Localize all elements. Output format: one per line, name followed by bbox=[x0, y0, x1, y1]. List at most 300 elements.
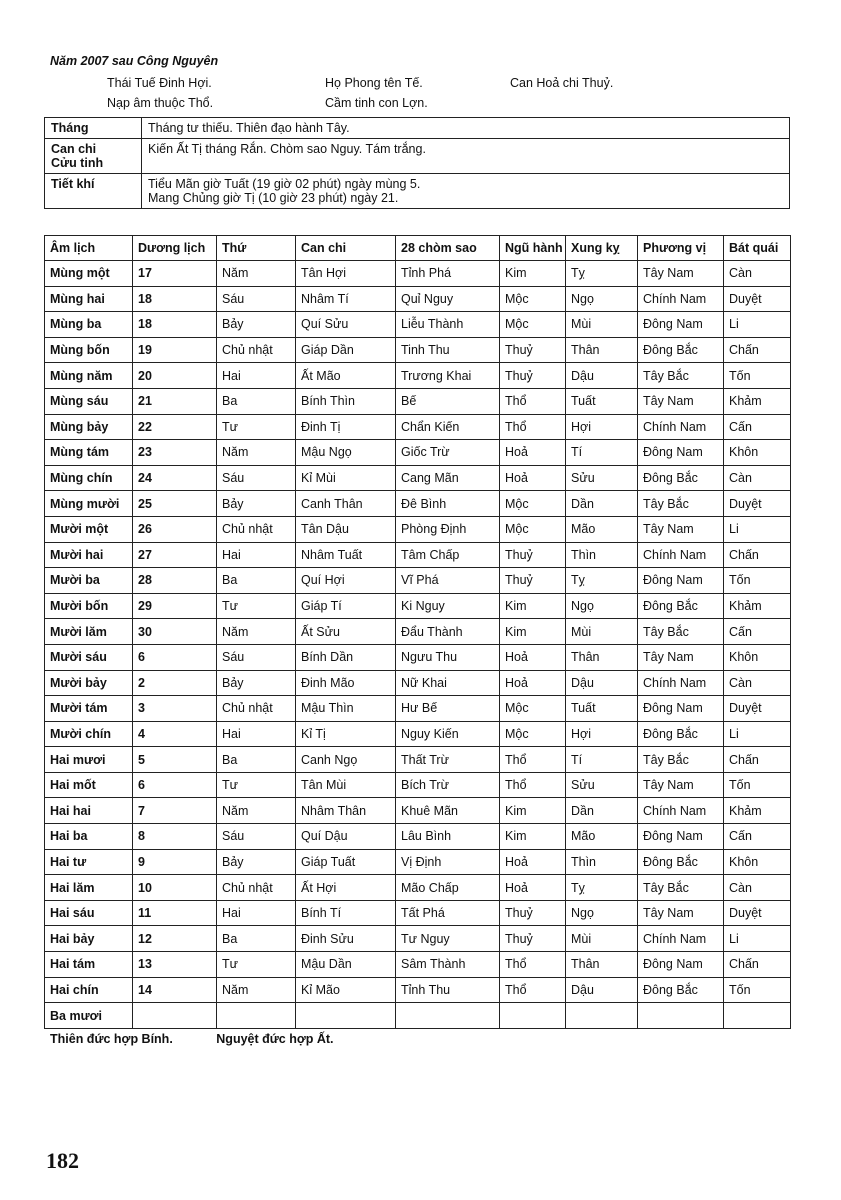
table-cell: Nhâm Tí bbox=[296, 286, 396, 312]
table-cell: Tuất bbox=[566, 388, 638, 414]
table-cell: Giốc Trừ bbox=[396, 440, 500, 466]
table-cell: Thổ bbox=[500, 952, 566, 978]
table-cell: Thổ bbox=[500, 772, 566, 798]
table-cell: Hai bbox=[217, 900, 296, 926]
table-cell: Chính Nam bbox=[638, 798, 724, 824]
table-cell: Sửu bbox=[566, 772, 638, 798]
column-header: Âm lịch bbox=[45, 236, 133, 261]
table-cell: Thân bbox=[566, 952, 638, 978]
table-cell: Giáp Dần bbox=[296, 337, 396, 363]
table-cell: Dậu bbox=[566, 670, 638, 696]
table-cell: Sáu bbox=[217, 644, 296, 670]
table-row bbox=[45, 414, 791, 440]
table-cell: Mùi bbox=[566, 619, 638, 645]
table-cell: Tây Bắc bbox=[638, 875, 724, 901]
table-cell bbox=[566, 1003, 638, 1029]
table-cell: 17 bbox=[133, 261, 217, 287]
table-cell: Cang Mãn bbox=[396, 465, 500, 491]
table-cell: Chính Nam bbox=[638, 414, 724, 440]
table-cell: Ất Hợi bbox=[296, 875, 396, 901]
table-cell: 11 bbox=[133, 900, 217, 926]
table-cell: Bích Trừ bbox=[396, 772, 500, 798]
table-cell: Mùng một bbox=[45, 261, 133, 287]
table-cell: Chủ nhật bbox=[217, 516, 296, 542]
table-row bbox=[45, 312, 791, 338]
table-row bbox=[45, 286, 791, 312]
table-cell: Thổ bbox=[500, 414, 566, 440]
table-cell: Hai ba bbox=[45, 824, 133, 850]
table-cell: 18 bbox=[133, 286, 217, 312]
lunar-calendar-table bbox=[44, 235, 791, 1029]
table-cell: Chẩn Kiến bbox=[396, 414, 500, 440]
table-cell: Đông Nam bbox=[638, 568, 724, 594]
table-cell: Bảy bbox=[217, 312, 296, 338]
table-cell: Kim bbox=[500, 593, 566, 619]
table-cell: Hợi bbox=[566, 414, 638, 440]
table-cell: 13 bbox=[133, 952, 217, 978]
table-cell: Năm bbox=[217, 261, 296, 287]
table-cell: Giáp Tuất bbox=[296, 849, 396, 875]
table-cell: Thuỷ bbox=[500, 926, 566, 952]
table-cell: Hoả bbox=[500, 644, 566, 670]
info-label-canchi: Can chi bbox=[51, 142, 97, 156]
table-cell: Giáp Tí bbox=[296, 593, 396, 619]
column-header: Bát quái bbox=[724, 236, 791, 261]
table-cell: 18 bbox=[133, 312, 217, 338]
table-cell: Mùi bbox=[566, 926, 638, 952]
table-header-row bbox=[45, 236, 791, 261]
table-cell: Đẩu Thành bbox=[396, 619, 500, 645]
table-cell: Đông Bắc bbox=[638, 977, 724, 1003]
table-cell: Dậu bbox=[566, 977, 638, 1003]
table-row bbox=[45, 644, 791, 670]
table-cell: Hợi bbox=[566, 721, 638, 747]
table-cell: Ba bbox=[217, 926, 296, 952]
table-cell: Tây Bắc bbox=[638, 747, 724, 773]
info-label-cuutinh: Cửu tinh bbox=[51, 156, 104, 170]
table-cell: Bính Dần bbox=[296, 644, 396, 670]
table-cell: Thuỷ bbox=[500, 363, 566, 389]
table-cell: Tân Dậu bbox=[296, 516, 396, 542]
header-ho-ten: Họ Phong tên Tế. bbox=[325, 76, 423, 90]
header-can-chi: Can Hoả chi Thuỷ. bbox=[510, 76, 614, 90]
table-cell: 29 bbox=[133, 593, 217, 619]
table-cell: 4 bbox=[133, 721, 217, 747]
info-label: Tháng bbox=[45, 118, 142, 139]
table-cell: Mùng tám bbox=[45, 440, 133, 466]
table-cell: Canh Ngọ bbox=[296, 747, 396, 773]
table-cell: Mười bốn bbox=[45, 593, 133, 619]
table-cell: Thổ bbox=[500, 388, 566, 414]
table-cell bbox=[296, 1003, 396, 1029]
table-cell: Tỉnh Phá bbox=[396, 261, 500, 287]
table-cell: Càn bbox=[724, 465, 791, 491]
table-cell: Cấn bbox=[724, 824, 791, 850]
column-header: Can chi bbox=[296, 236, 396, 261]
info-label bbox=[45, 139, 142, 174]
table-cell: Bính Thìn bbox=[296, 388, 396, 414]
table-cell: Mùng ba bbox=[45, 312, 133, 338]
table-cell: Mùng bốn bbox=[45, 337, 133, 363]
table-cell: Năm bbox=[217, 619, 296, 645]
table-cell: Hai tư bbox=[45, 849, 133, 875]
table-cell: Tâm Chấp bbox=[396, 542, 500, 568]
table-cell: Tốn bbox=[724, 363, 791, 389]
table-cell: Tây Bắc bbox=[638, 619, 724, 645]
table-cell: Mười hai bbox=[45, 542, 133, 568]
table-cell: Đông Bắc bbox=[638, 465, 724, 491]
table-cell: Ba bbox=[217, 388, 296, 414]
table-cell: Mùng chín bbox=[45, 465, 133, 491]
table-cell: Quí Sửu bbox=[296, 312, 396, 338]
table-cell: Tây Nam bbox=[638, 261, 724, 287]
table-cell: Đông Nam bbox=[638, 824, 724, 850]
table-cell: Thân bbox=[566, 337, 638, 363]
table-cell: Thìn bbox=[566, 542, 638, 568]
table-cell: 7 bbox=[133, 798, 217, 824]
table-row bbox=[45, 772, 791, 798]
table-cell: Li bbox=[724, 926, 791, 952]
table-cell: 30 bbox=[133, 619, 217, 645]
table-cell: Chấn bbox=[724, 747, 791, 773]
info-value: Tháng tư thiếu. Thiên đạo hành Tây. bbox=[142, 118, 790, 139]
table-cell: Mộc bbox=[500, 491, 566, 517]
table-cell: Hoả bbox=[500, 670, 566, 696]
table-cell: Tỵ bbox=[566, 261, 638, 287]
table-cell: Tân Mùi bbox=[296, 772, 396, 798]
table-cell: Hai tám bbox=[45, 952, 133, 978]
column-header: Thứ bbox=[217, 236, 296, 261]
table-cell: Tư bbox=[217, 593, 296, 619]
table-cell: Tỉnh Thu bbox=[396, 977, 500, 1003]
table-cell bbox=[133, 1003, 217, 1029]
table-cell: Ba bbox=[217, 747, 296, 773]
table-cell: Thổ bbox=[500, 977, 566, 1003]
table-cell: 19 bbox=[133, 337, 217, 363]
table-cell: Đông Nam bbox=[638, 312, 724, 338]
table-cell: Đông Bắc bbox=[638, 849, 724, 875]
table-cell: Kim bbox=[500, 824, 566, 850]
table-cell: Đông Bắc bbox=[638, 593, 724, 619]
table-cell: 22 bbox=[133, 414, 217, 440]
table-cell: Tỵ bbox=[566, 875, 638, 901]
table-row bbox=[45, 952, 791, 978]
page-number: 182 bbox=[46, 1148, 79, 1173]
table-row bbox=[45, 542, 791, 568]
table-cell: Sáu bbox=[217, 465, 296, 491]
table-cell: Mộc bbox=[500, 696, 566, 722]
table-row bbox=[45, 619, 791, 645]
header-thai-tue: Thái Tuế Đinh Hợi. bbox=[107, 76, 212, 90]
table-row bbox=[45, 977, 791, 1003]
table-cell: Tư bbox=[217, 772, 296, 798]
table-cell: Đông Bắc bbox=[638, 337, 724, 363]
table-cell: Hai mươi bbox=[45, 747, 133, 773]
table-cell: Năm bbox=[217, 440, 296, 466]
table-cell: Tây Nam bbox=[638, 772, 724, 798]
table-cell: Hai bbox=[217, 721, 296, 747]
table-cell: Tuất bbox=[566, 696, 638, 722]
table-row bbox=[45, 696, 791, 722]
table-cell: Hoả bbox=[500, 849, 566, 875]
table-cell: Hai hai bbox=[45, 798, 133, 824]
table-cell: Liễu Thành bbox=[396, 312, 500, 338]
table-cell: Mười một bbox=[45, 516, 133, 542]
table-cell: Cấn bbox=[724, 414, 791, 440]
table-cell: Đinh Mão bbox=[296, 670, 396, 696]
table-cell: Khôn bbox=[724, 849, 791, 875]
table-cell: Càn bbox=[724, 261, 791, 287]
table-row bbox=[45, 363, 791, 389]
table-cell: 26 bbox=[133, 516, 217, 542]
table-cell: Li bbox=[724, 721, 791, 747]
table-cell: Hai bbox=[217, 363, 296, 389]
table-cell: Dậu bbox=[566, 363, 638, 389]
table-cell: Chính Nam bbox=[638, 670, 724, 696]
table-cell: Sâm Thành bbox=[396, 952, 500, 978]
table-cell: 12 bbox=[133, 926, 217, 952]
table-cell: Canh Thân bbox=[296, 491, 396, 517]
table-cell: Nhâm Thân bbox=[296, 798, 396, 824]
table-cell: 10 bbox=[133, 875, 217, 901]
footer-thien-duc: Thiên đức hợp Bính. bbox=[50, 1032, 173, 1046]
table-cell: Mậu Thìn bbox=[296, 696, 396, 722]
table-cell: Vị Định bbox=[396, 849, 500, 875]
table-cell: Hai bbox=[217, 542, 296, 568]
table-cell: 20 bbox=[133, 363, 217, 389]
table-cell: Duyệt bbox=[724, 696, 791, 722]
table-cell: Đinh Sửu bbox=[296, 926, 396, 952]
table-row bbox=[45, 516, 791, 542]
table-row bbox=[45, 670, 791, 696]
table-cell: Khảm bbox=[724, 593, 791, 619]
table-cell: Chính Nam bbox=[638, 542, 724, 568]
table-cell: Hai sáu bbox=[45, 900, 133, 926]
table-cell: Tư bbox=[217, 414, 296, 440]
table-cell bbox=[500, 1003, 566, 1029]
table-cell: Chủ nhật bbox=[217, 696, 296, 722]
table-cell: Đinh Tị bbox=[296, 414, 396, 440]
table-cell: 8 bbox=[133, 824, 217, 850]
table-cell: Nguy Kiến bbox=[396, 721, 500, 747]
table-cell: Thất Trừ bbox=[396, 747, 500, 773]
table-cell: 14 bbox=[133, 977, 217, 1003]
table-row bbox=[45, 900, 791, 926]
table-row bbox=[45, 824, 791, 850]
table-cell: Bính Tí bbox=[296, 900, 396, 926]
table-cell bbox=[217, 1003, 296, 1029]
table-cell: Đông Nam bbox=[638, 696, 724, 722]
table-cell bbox=[396, 1003, 500, 1029]
table-cell: Càn bbox=[724, 670, 791, 696]
table-cell: 25 bbox=[133, 491, 217, 517]
table-cell: 6 bbox=[133, 644, 217, 670]
table-cell: Hoả bbox=[500, 875, 566, 901]
table-cell: Bảy bbox=[217, 491, 296, 517]
table-cell: Tỵ bbox=[566, 568, 638, 594]
table-cell: Lâu Bình bbox=[396, 824, 500, 850]
table-cell: Li bbox=[724, 312, 791, 338]
table-cell: Duyệt bbox=[724, 286, 791, 312]
header-nap-am: Nạp âm thuộc Thổ. bbox=[107, 96, 214, 110]
table-cell: Đông Nam bbox=[638, 440, 724, 466]
tietkhi-line-1: Tiểu Mãn giờ Tuất (19 giờ 02 phút) ngày mùng 5. bbox=[148, 177, 421, 191]
table-cell: Chính Nam bbox=[638, 926, 724, 952]
table-cell: Tí bbox=[566, 440, 638, 466]
table-cell: Mão bbox=[566, 516, 638, 542]
table-cell: Quỉ Nguy bbox=[396, 286, 500, 312]
table-cell: Hai mốt bbox=[45, 772, 133, 798]
table-cell: Khôn bbox=[724, 440, 791, 466]
info-row-thang bbox=[45, 118, 790, 139]
table-cell: Đông Nam bbox=[638, 952, 724, 978]
table-cell: Ngưu Thu bbox=[396, 644, 500, 670]
table-row bbox=[45, 337, 791, 363]
table-cell: Tây Bắc bbox=[638, 491, 724, 517]
table-cell: Duyệt bbox=[724, 491, 791, 517]
table-cell: Kỉ Mùi bbox=[296, 465, 396, 491]
table-cell: Mùng mười bbox=[45, 491, 133, 517]
table-cell: Sáu bbox=[217, 824, 296, 850]
table-cell: Kim bbox=[500, 798, 566, 824]
table-cell: Chấn bbox=[724, 542, 791, 568]
table-row bbox=[45, 875, 791, 901]
table-cell: Ngọ bbox=[566, 286, 638, 312]
table-cell: 21 bbox=[133, 388, 217, 414]
table-cell: Chấn bbox=[724, 337, 791, 363]
table-cell: Tây Nam bbox=[638, 644, 724, 670]
table-cell: Mười lăm bbox=[45, 619, 133, 645]
table-cell: Cấn bbox=[724, 619, 791, 645]
table-cell bbox=[724, 1003, 791, 1029]
table-cell: Thân bbox=[566, 644, 638, 670]
table-cell: Kỉ Tị bbox=[296, 721, 396, 747]
table-row bbox=[45, 1003, 791, 1029]
table-row bbox=[45, 593, 791, 619]
table-cell: Hai chín bbox=[45, 977, 133, 1003]
table-cell: Sửu bbox=[566, 465, 638, 491]
info-value: Kiến Ất Tị tháng Rắn. Chòm sao Nguy. Tám trắng. bbox=[142, 139, 790, 174]
table-cell: Ngọ bbox=[566, 593, 638, 619]
table-cell: 9 bbox=[133, 849, 217, 875]
table-cell: Phòng Định bbox=[396, 516, 500, 542]
table-cell: Tốn bbox=[724, 772, 791, 798]
table-cell: Ki Nguy bbox=[396, 593, 500, 619]
table-cell: Kỉ Mão bbox=[296, 977, 396, 1003]
table-cell: Ất Sửu bbox=[296, 619, 396, 645]
table-cell: Kim bbox=[500, 619, 566, 645]
table-row bbox=[45, 849, 791, 875]
table-cell: Hai bảy bbox=[45, 926, 133, 952]
table-cell: Tân Hợi bbox=[296, 261, 396, 287]
table-cell: Tư bbox=[217, 952, 296, 978]
table-cell: Quí Dậu bbox=[296, 824, 396, 850]
table-cell: Nữ Khai bbox=[396, 670, 500, 696]
table-cell bbox=[638, 1003, 724, 1029]
table-cell: Khảm bbox=[724, 388, 791, 414]
header-cam-tinh: Cầm tinh con Lợn. bbox=[325, 96, 428, 110]
table-cell: Hư Bế bbox=[396, 696, 500, 722]
column-header: Xung kỵ bbox=[566, 236, 638, 261]
table-cell: Đê Bình bbox=[396, 491, 500, 517]
table-cell: Ba mươi bbox=[45, 1003, 133, 1029]
table-cell: 28 bbox=[133, 568, 217, 594]
info-value bbox=[142, 174, 790, 209]
table-cell: Mùng bảy bbox=[45, 414, 133, 440]
info-row-canchi bbox=[45, 139, 790, 174]
table-row bbox=[45, 261, 791, 287]
table-cell: Thìn bbox=[566, 849, 638, 875]
page-title: Năm 2007 sau Công Nguyên bbox=[50, 54, 219, 68]
table-cell: Chính Nam bbox=[638, 286, 724, 312]
table-row bbox=[45, 491, 791, 517]
table-cell: Mộc bbox=[500, 516, 566, 542]
table-row bbox=[45, 798, 791, 824]
table-cell: Bảy bbox=[217, 849, 296, 875]
table-cell: Mười sáu bbox=[45, 644, 133, 670]
table-cell: Mùng năm bbox=[45, 363, 133, 389]
table-row bbox=[45, 568, 791, 594]
table-cell: Mộc bbox=[500, 312, 566, 338]
table-cell: Ba bbox=[217, 568, 296, 594]
table-cell: Thuỷ bbox=[500, 900, 566, 926]
table-cell: Tây Nam bbox=[638, 900, 724, 926]
table-cell: Ngọ bbox=[566, 900, 638, 926]
table-cell: Mười ba bbox=[45, 568, 133, 594]
table-cell: 6 bbox=[133, 772, 217, 798]
table-cell: 2 bbox=[133, 670, 217, 696]
table-cell: Tất Phá bbox=[396, 900, 500, 926]
table-cell: Duyệt bbox=[724, 900, 791, 926]
info-row-tietkhi bbox=[45, 174, 790, 209]
table-cell: Tinh Thu bbox=[396, 337, 500, 363]
table-cell: Kim bbox=[500, 261, 566, 287]
table-row bbox=[45, 926, 791, 952]
table-cell: Thuỷ bbox=[500, 568, 566, 594]
table-cell: Mộc bbox=[500, 286, 566, 312]
table-cell: Mùi bbox=[566, 312, 638, 338]
table-cell: Dần bbox=[566, 798, 638, 824]
table-cell: Hai lăm bbox=[45, 875, 133, 901]
table-cell: Mười tám bbox=[45, 696, 133, 722]
table-cell: Trương Khai bbox=[396, 363, 500, 389]
table-cell: Càn bbox=[724, 875, 791, 901]
table-cell: Vĩ Phá bbox=[396, 568, 500, 594]
table-cell: Hoả bbox=[500, 465, 566, 491]
table-cell: Dần bbox=[566, 491, 638, 517]
table-cell: 27 bbox=[133, 542, 217, 568]
table-cell: Nhâm Tuất bbox=[296, 542, 396, 568]
table-cell: Năm bbox=[217, 798, 296, 824]
table-cell: Mười chín bbox=[45, 721, 133, 747]
table-cell: Tí bbox=[566, 747, 638, 773]
table-cell: Tư Nguy bbox=[396, 926, 500, 952]
table-cell: Thuỷ bbox=[500, 337, 566, 363]
table-cell: Thổ bbox=[500, 747, 566, 773]
table-cell: Năm bbox=[217, 977, 296, 1003]
table-cell: Khôn bbox=[724, 644, 791, 670]
footer-nguyet-duc: Nguyệt đức hợp Ất. bbox=[216, 1032, 334, 1046]
table-cell: Tây Bắc bbox=[638, 363, 724, 389]
table-cell: Khuê Mãn bbox=[396, 798, 500, 824]
table-cell: Tây Nam bbox=[638, 388, 724, 414]
table-cell: Mão Chấp bbox=[396, 875, 500, 901]
table-row bbox=[45, 747, 791, 773]
table-row bbox=[45, 465, 791, 491]
table-cell: Bảy bbox=[217, 670, 296, 696]
table-cell: Mậu Dần bbox=[296, 952, 396, 978]
table-cell: Khảm bbox=[724, 798, 791, 824]
